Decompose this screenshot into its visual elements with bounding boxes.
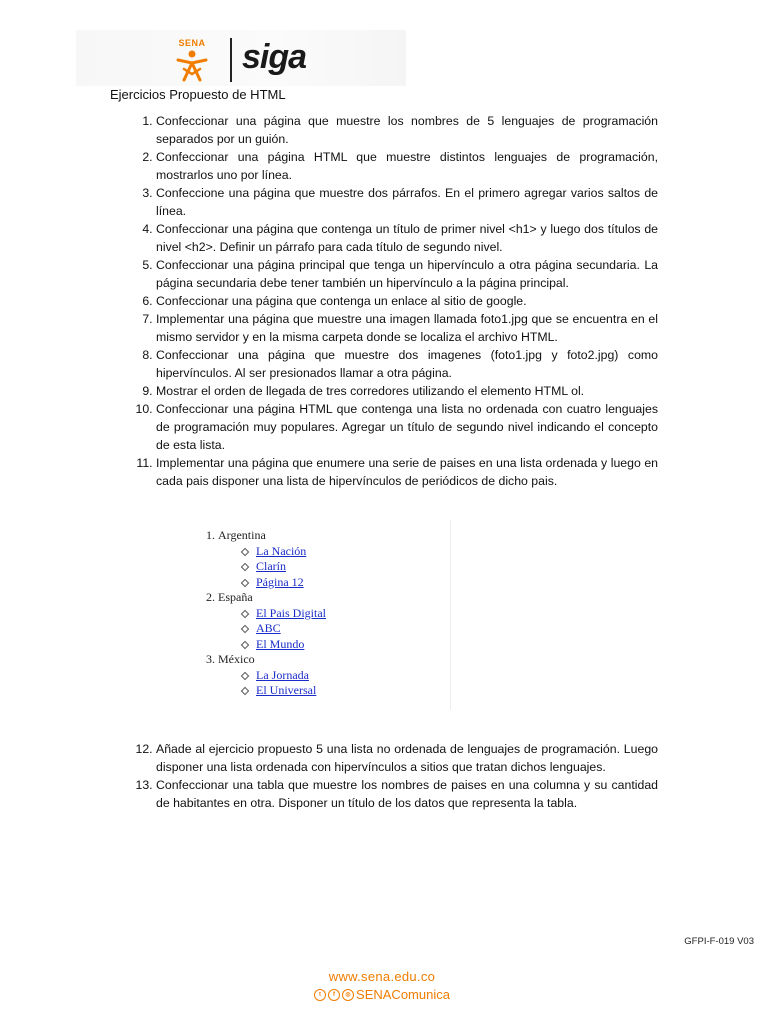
footer-url[interactable]: www.sena.edu.co: [328, 969, 436, 984]
newspaper-link[interactable]: La Jornada: [256, 667, 309, 682]
newspaper-link[interactable]: La Nación: [256, 543, 307, 558]
exercise-item: 7. Implementar una página que muestre una imagen llamada foto1.jpg que se encuentra en el mismo servidor y en la misma carpeta donde se localiza el archivo HTML.: [156, 310, 658, 346]
diamond-bullet-icon: [241, 640, 249, 648]
country-name: España: [218, 590, 253, 604]
diamond-bullet-icon: [241, 578, 249, 586]
document-code: GFPI-F-019 V03: [684, 936, 754, 947]
newspaper-link[interactable]: El Universal: [256, 683, 317, 697]
document-title: Ejercicios Propuesto de HTML: [110, 87, 286, 102]
exercise-list: [110, 112, 658, 490]
diamond-bullet-icon: [241, 625, 249, 633]
newspaper-list: [218, 668, 450, 699]
footer: [304, 968, 460, 1004]
example-nested-list-image: [186, 520, 451, 710]
exercise-item: 9. Mostrar el orden de llegada de tres corredores utilizando el elemento HTML ol.: [156, 382, 658, 400]
siga-logo: siga: [242, 38, 307, 76]
newspaper-link[interactable]: ABC: [256, 621, 281, 635]
diamond-bullet-icon: [241, 547, 249, 555]
newspaper-item: [256, 559, 450, 575]
exercise-item: 3. Confeccione una página que muestre dos párrafos. En el primero agregar varios saltos de línea.: [156, 184, 658, 220]
newspaper-link[interactable]: Página 12: [256, 574, 304, 589]
exercise-item: 4. Confeccionar una página que contenga un título de primer nivel <h1> y luego dos títulos de nivel <h2>. Definir un párrafo para cada título de segundo nivel.: [156, 220, 658, 256]
country-name: México: [218, 652, 255, 666]
diamond-bullet-icon: [241, 609, 249, 617]
exercise-list-continued: [110, 740, 658, 812]
newspaper-item: [256, 637, 450, 653]
diamond-bullet-icon: [241, 687, 249, 695]
sena-logo: [168, 36, 216, 84]
twitter-icon[interactable]: t: [314, 989, 326, 1001]
diamond-bullet-icon: [241, 563, 249, 571]
exercise-item: 10. Confeccionar una página HTML que contenga una lista no ordenada con cuatro lenguajes de programación muy populares. Agregar un título de segundo nivel indicando el concepto de esta lista.: [156, 400, 658, 454]
country-item: [218, 652, 450, 699]
header-banner: [76, 30, 406, 86]
instagram-icon[interactable]: ◎: [342, 989, 354, 1001]
newspaper-link[interactable]: Clarín: [256, 559, 286, 573]
newspaper-list: [218, 606, 450, 653]
diamond-bullet-icon: [241, 671, 249, 679]
footer-social: [304, 986, 460, 1004]
exercise-item: 11. Implementar una página que enumere una serie de paises en una lista ordenada y luego en cada pais disponer una lista de hipervínculos de periódicos de dicho pais.: [156, 454, 658, 490]
newspaper-item: [256, 668, 450, 684]
newspaper-item: [256, 575, 450, 591]
country-item: [218, 590, 450, 652]
facebook-icon[interactable]: f: [328, 989, 340, 1001]
exercise-item: 2. Confeccionar una página HTML que muestre distintos lenguajes de programación, mostrarlos uno por línea.: [156, 148, 658, 184]
newspaper-link[interactable]: El Mundo: [256, 636, 305, 651]
newspaper-link[interactable]: El Pais Digital: [256, 605, 326, 620]
newspaper-item: [256, 606, 450, 622]
social-handle[interactable]: SENAComunica: [356, 987, 450, 1002]
newspaper-list: [218, 544, 450, 591]
exercise-item: 1. Confeccionar una página que muestre los nombres de 5 lenguajes de programación separados por un guión.: [156, 112, 658, 148]
country-item: [218, 528, 450, 590]
newspaper-item: [256, 621, 450, 637]
exercise-item: 12. Añade al ejercicio propuesto 5 una lista no ordenada de lenguajes de programación. Luego disponer una lista ordenada con hipervínculos a sitios que tratan dichos lenguajes.: [156, 740, 658, 776]
exercise-item: 5. Confeccionar una página principal que tenga un hipervínculo a otra página secundaria. La página secundaria debe tener también un hipervínculo a la página principal.: [156, 256, 658, 292]
exercise-item: 6. Confeccionar una página que contenga un enlace al sitio de google.: [156, 292, 658, 310]
country-name: Argentina: [218, 528, 266, 542]
exercise-item: 8. Confeccionar una página que muestre dos imagenes (foto1.jpg y foto2.jpg) como hipervínculos. Al ser presionados llamar a otra página.: [156, 346, 658, 382]
logo-divider: [230, 38, 232, 82]
newspaper-item: [256, 683, 450, 699]
newspaper-item: [256, 544, 450, 560]
country-list: [186, 520, 450, 699]
sena-logo-label: SENA: [178, 38, 206, 48]
exercise-item: 13. Confeccionar una tabla que muestre los nombres de paises en una columna y su cantidad de habitantes en otra. Disponer un título de los datos que representa la tabla.: [156, 776, 658, 812]
